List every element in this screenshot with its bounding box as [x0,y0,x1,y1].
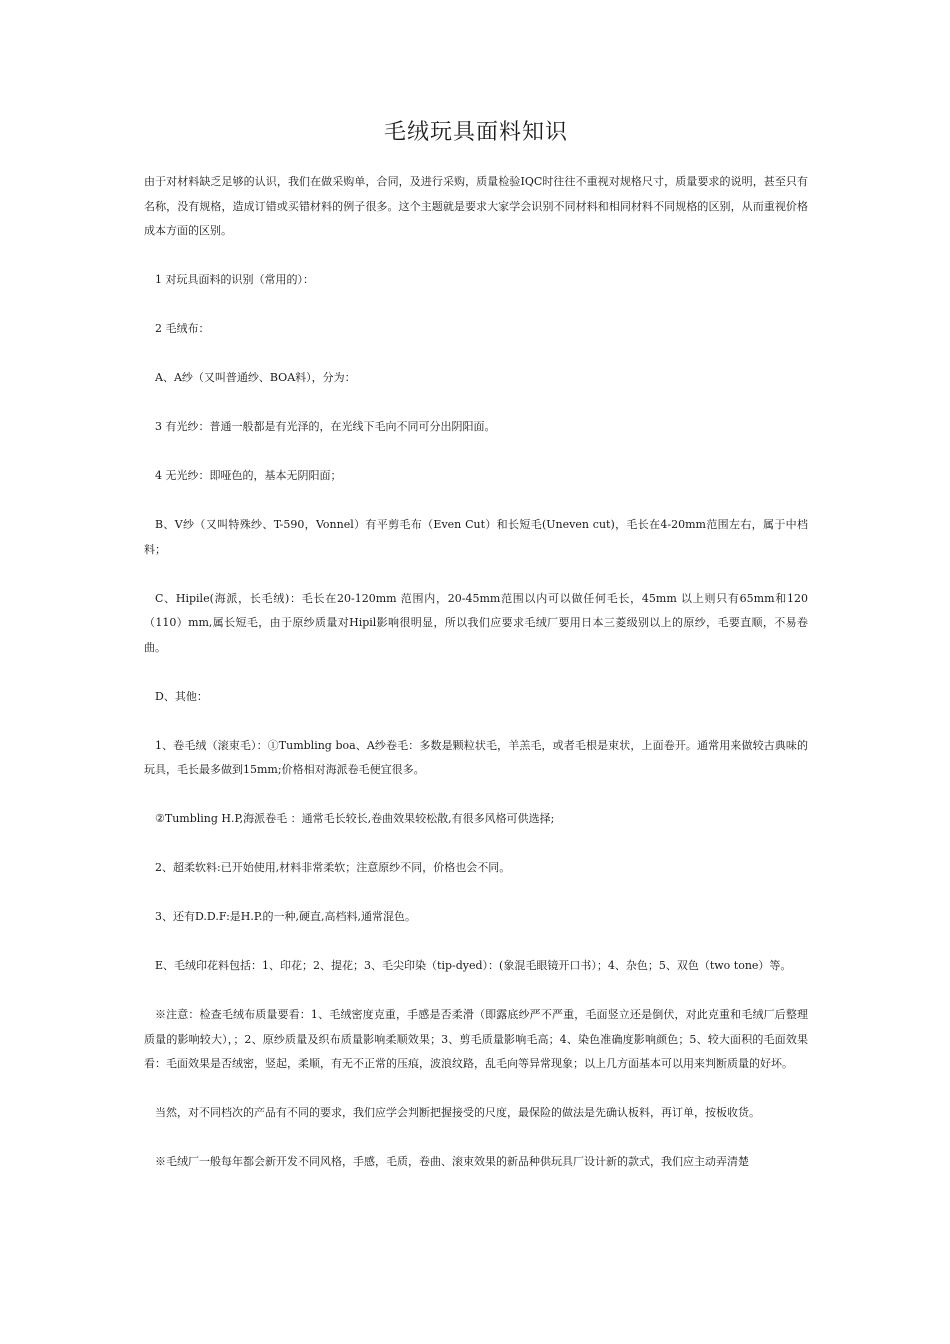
paragraph-item-b: B、V纱（又叫特殊纱、T-590，Vonnel）有平剪毛布（Even Cut）和长短毛(Uneven cut)，毛长在4-20mm范围左右，属于中档料； [144,518,808,556]
document-title: 毛绒玩具面料知识 [383,120,568,145]
paragraph-item-a: A、A纱（又叫普通纱、BOA料），分为： [155,371,356,384]
paragraph-item-c: C、Hipile(海派，长毛绒)：毛长在20-120mm 范围内，20-45mm范围以内可以做任何毛长，45mm 以上则只有65mm和120（110）mm,属长短毛，由于原纱质量对Hipil影响很明显，所以我们应要求毛绒厂要用日本三菱级别以上的原纱，毛要直顺，不易卷曲。 [144,591,808,654]
paragraph-item-4: 4 无光纱：即哑色的，基本无阴阳面； [155,469,342,482]
paragraph-d-3: 3、还有D.D.F:是H.P.的一种,硬直,高档料,通常混色。 [155,910,417,923]
paragraph-note-development: ※毛绒厂一般每年都会新开发不同风格，手感，毛质，卷曲、滚束效果的新品种供玩具厂设计新的款式，我们应主动弄清楚 [155,1155,749,1168]
document-body [144,170,808,1175]
paragraph-d-1: 1、卷毛绒（滚束毛）：①Tumbling boa、A纱卷毛：多数是颗粒状毛，羊羔毛，或者毛根是束状，上面卷开。通常用来做较古典味的玩具，毛长最多做到15mm;价格相对海派卷毛便宜很多。 [144,738,808,776]
paragraph-d-1b: ②Tumbling H.P,海派卷毛 ：通常毛长较长,卷曲效果较松散,有很多风格可供选择; [155,812,555,825]
paragraph-item-e: E、毛绒印花料包括：1、印花；2、提花；3、毛尖印染（tip-dyed）：(象混毛眼镜开口书）；4、杂色；5、双色（two tone）等。 [155,959,792,972]
paragraph-intro: 由于对材料缺乏足够的认识，我们在做采购单，合同，及进行采购，质量检验IQC时往往不重视对规格尺寸，质量要求的说明，甚至只有名称，没有规格，造成订错或买错材料的例子很多。这个主题就是要求大家学会识别不同材料和相同材料不同规格的区别，从而重视价格成本方面的区别。 [144,175,808,237]
paragraph-section-1: 1 对玩具面料的识别（常用的）： [155,273,314,286]
paragraph-item-3: 3 有光纱：普通一般都是有光泽的，在光线下毛向不同可分出阴阳面。 [155,420,496,433]
paragraph-section-2: 2 毛绒布： [155,322,210,335]
paragraph-item-d: D、其他： [155,689,208,703]
paragraph-d-2: 2、超柔软料:已开始使用,材料非常柔软；注意原纱不同，价格也会不同。 [155,861,511,874]
paragraph-note-quality: ※注意：检查毛绒布质量要看：1、毛绒密度克重，手感是否柔滑（即露底纱严不严重，毛面竖立还是倒伏，对此克重和毛绒厂后整理质量的影响较大），；2、原纱质量及织布质量影响柔顺效果；3、剪毛质量影响毛高；4、染色准确度影响颜色；5、较大面积的毛面效果看：毛面效果是否绒密，竖起，柔顺，有无不正常的压痕，波浪纹路，乱毛向等异常现象；以上几方面基本可以用来判断质量的好坏。 [144,1008,808,1070]
paragraph-acceptance: 当然，对不同档次的产品有不同的要求，我们应学会判断把握接受的尺度，最保险的做法是先确认板料，再订单，按板收货。 [155,1106,760,1119]
